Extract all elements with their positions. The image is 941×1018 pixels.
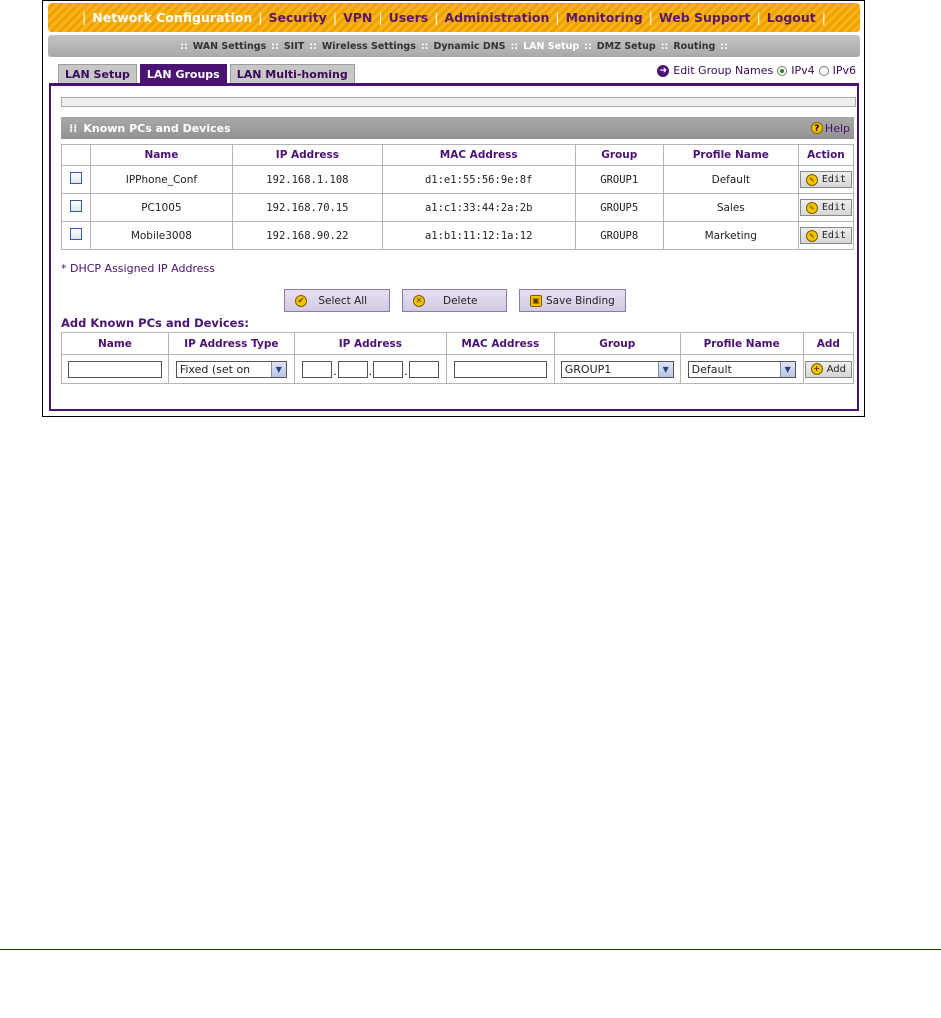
col-select bbox=[62, 145, 91, 166]
device-group: GROUP1 bbox=[575, 166, 663, 194]
add-row: Fixed (set on ▼ . . . GROUP1 ▼ Default ▼ + Add bbox=[62, 355, 854, 384]
ip-octet-4[interactable] bbox=[409, 361, 439, 378]
tab-lan-setup[interactable]: LAN Setup bbox=[58, 64, 137, 85]
col-group: Group bbox=[575, 145, 663, 166]
device-profile: Sales bbox=[663, 194, 798, 222]
nav-security[interactable]: Security bbox=[268, 10, 327, 25]
delete-x-icon: ✕ bbox=[413, 295, 425, 307]
nav-vpn[interactable]: VPN bbox=[343, 10, 373, 25]
ip-octet-3[interactable] bbox=[373, 361, 403, 378]
profile-select[interactable]: Default ▼ bbox=[688, 361, 796, 378]
router-window bbox=[42, 0, 865, 417]
device-name: Mobile3008 bbox=[90, 222, 232, 250]
edit-button[interactable]: ✎ Edit bbox=[800, 171, 852, 188]
tab-lan-groups[interactable]: LAN Groups bbox=[140, 64, 227, 85]
ip-address-type-select[interactable]: Fixed (set on ▼ bbox=[176, 361, 287, 378]
help-label: Help bbox=[824, 121, 850, 135]
device-ip: 192.168.70.15 bbox=[233, 194, 383, 222]
device-group: GROUP5 bbox=[575, 194, 663, 222]
table-row bbox=[62, 194, 854, 222]
device-profile: Default bbox=[663, 166, 798, 194]
row-checkbox[interactable] bbox=[70, 200, 82, 212]
grid-icon: ⁞⁞ bbox=[69, 121, 78, 135]
ipv6-radio[interactable] bbox=[819, 66, 829, 76]
subnav-routing[interactable]: Routing bbox=[673, 40, 716, 52]
device-ip: 192.168.90.22 bbox=[233, 222, 383, 250]
edit-group-names-link[interactable]: Edit Group Names bbox=[673, 64, 774, 77]
add-col-ip: IP Address bbox=[294, 333, 446, 355]
subnav-dmz-setup[interactable]: DMZ Setup bbox=[596, 40, 656, 52]
device-mac: a1:b1:11:12:1a:12 bbox=[382, 222, 575, 250]
row-checkbox[interactable] bbox=[70, 172, 82, 184]
check-icon: ✔ bbox=[295, 295, 307, 307]
ip-octet-1[interactable] bbox=[302, 361, 332, 378]
col-ip: IP Address bbox=[233, 145, 383, 166]
content-panel bbox=[49, 86, 859, 411]
device-ip: 192.168.1.108 bbox=[233, 166, 383, 194]
device-profile: Marketing bbox=[663, 222, 798, 250]
name-input[interactable] bbox=[68, 361, 162, 378]
delete-button[interactable]: ✕ Delete bbox=[402, 289, 507, 312]
tab-right-links bbox=[657, 64, 856, 77]
edit-button[interactable]: ✎ Edit bbox=[800, 199, 852, 216]
add-col-mac: MAC Address bbox=[446, 333, 554, 355]
save-disk-icon: ▣ bbox=[530, 295, 542, 307]
table-row bbox=[62, 166, 854, 194]
action-buttons bbox=[284, 289, 626, 312]
edit-button[interactable]: ✎ Edit bbox=[800, 227, 852, 244]
add-section-title: Add Known PCs and Devices: bbox=[61, 316, 249, 330]
add-col-ip-type: IP Address Type bbox=[168, 333, 294, 355]
col-mac: MAC Address bbox=[382, 145, 575, 166]
chevron-down-icon: ▼ bbox=[780, 362, 795, 377]
edit-pencil-icon: ✎ bbox=[806, 230, 818, 242]
plus-icon: + bbox=[811, 363, 823, 375]
ipv6-label: IPv6 bbox=[832, 64, 856, 77]
dhcp-note: * DHCP Assigned IP Address bbox=[61, 262, 215, 275]
device-group: GROUP8 bbox=[575, 222, 663, 250]
row-checkbox[interactable] bbox=[70, 228, 82, 240]
mac-address-input[interactable] bbox=[454, 361, 547, 378]
add-col-add: Add bbox=[803, 333, 853, 355]
page-bottom-rule bbox=[0, 949, 941, 950]
nav-users[interactable]: Users bbox=[388, 10, 429, 25]
sub-nav: :: WAN Settings :: SIIT :: Wireless Settings :: Dynamic DNS :: LAN Setup :: DMZ Setup :: Routing :: bbox=[48, 35, 860, 57]
main-nav: | Network Configuration | Security | VPN | Users | Administration | Monitoring | Web Support | Logout | bbox=[48, 3, 860, 32]
subnav-dynamic-dns[interactable]: Dynamic DNS bbox=[433, 40, 506, 52]
section-header bbox=[61, 117, 854, 139]
add-col-profile: Profile Name bbox=[680, 333, 803, 355]
subnav-wan-settings[interactable]: WAN Settings bbox=[192, 40, 267, 52]
col-profile: Profile Name bbox=[663, 145, 798, 166]
device-mac: d1:e1:55:56:9e:8f bbox=[382, 166, 575, 194]
help-link[interactable] bbox=[811, 122, 850, 135]
device-name: IPPhone_Conf bbox=[90, 166, 232, 194]
chevron-down-icon: ▼ bbox=[658, 362, 673, 377]
edit-pencil-icon: ✎ bbox=[806, 202, 818, 214]
subnav-siit[interactable]: SIIT bbox=[283, 40, 305, 52]
arrow-right-icon: ➜ bbox=[657, 65, 669, 77]
add-col-name: Name bbox=[62, 333, 169, 355]
nav-administration[interactable]: Administration bbox=[444, 10, 550, 25]
add-device-table bbox=[61, 332, 854, 384]
device-name: PC1005 bbox=[90, 194, 232, 222]
edit-pencil-icon: ✎ bbox=[806, 174, 818, 186]
tab-bar bbox=[58, 64, 355, 85]
nav-monitoring[interactable]: Monitoring bbox=[565, 10, 643, 25]
tab-lan-multi-homing[interactable]: LAN Multi-homing bbox=[230, 64, 355, 85]
help-icon: ? bbox=[811, 122, 823, 134]
ipv4-label: IPv4 bbox=[791, 64, 815, 77]
add-col-group: Group bbox=[554, 333, 680, 355]
known-devices-table bbox=[61, 144, 854, 250]
col-name: Name bbox=[90, 145, 232, 166]
group-select[interactable]: GROUP1 ▼ bbox=[561, 361, 674, 378]
nav-network-configuration[interactable]: Network Configuration bbox=[92, 10, 253, 25]
device-mac: a1:c1:33:44:2a:2b bbox=[382, 194, 575, 222]
section-title: Known PCs and Devices bbox=[83, 121, 231, 135]
nav-logout[interactable]: Logout bbox=[766, 10, 816, 25]
subnav-wireless-settings[interactable]: Wireless Settings bbox=[321, 40, 416, 52]
subnav-lan-setup[interactable]: LAN Setup bbox=[523, 40, 580, 52]
add-button[interactable]: + Add bbox=[805, 361, 852, 378]
save-binding-button[interactable]: ▣ Save Binding bbox=[519, 289, 626, 312]
col-action: Action bbox=[798, 145, 853, 166]
ip-octet-2[interactable] bbox=[338, 361, 368, 378]
select-all-button[interactable]: ✔ Select All bbox=[284, 289, 390, 312]
ipv4-radio[interactable] bbox=[777, 66, 787, 76]
nav-web-support[interactable]: Web Support bbox=[658, 10, 751, 25]
message-bar bbox=[61, 97, 856, 107]
chevron-down-icon: ▼ bbox=[271, 362, 286, 377]
table-row bbox=[62, 222, 854, 250]
